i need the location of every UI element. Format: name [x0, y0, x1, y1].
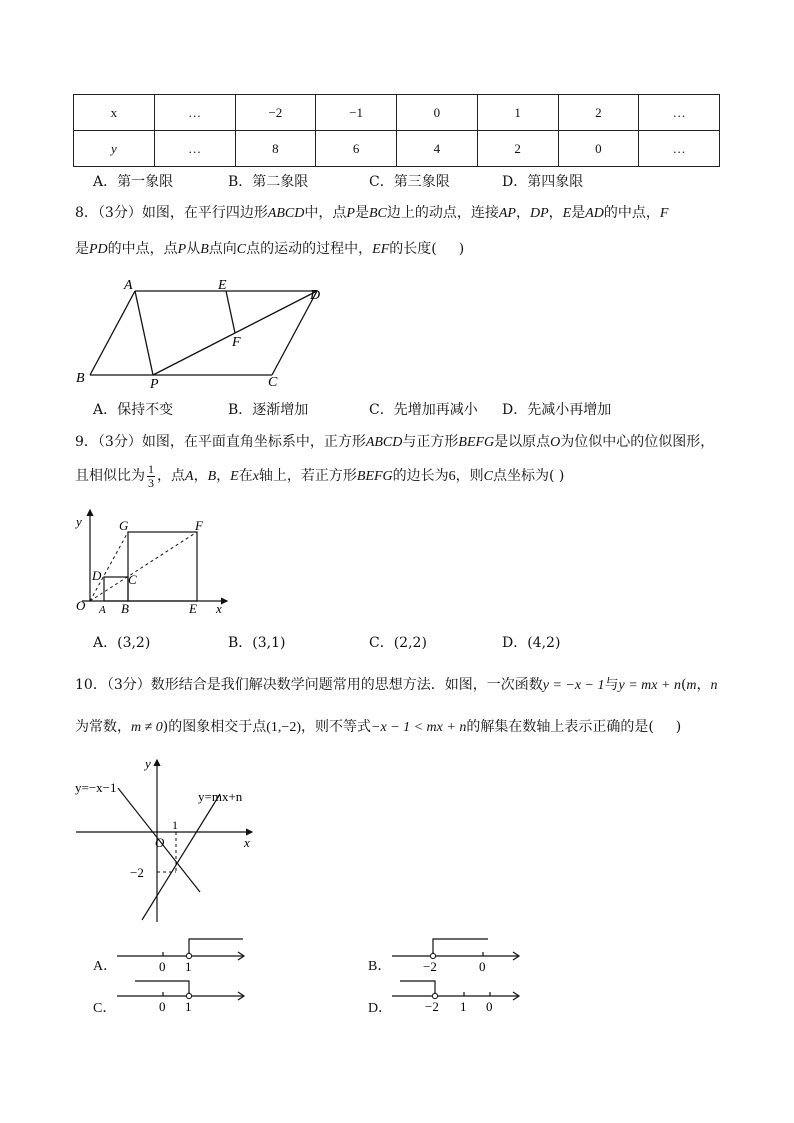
table-cell: 6 [316, 131, 397, 167]
table-cell: … [639, 131, 720, 167]
label-a: A [124, 278, 133, 293]
q10-option-d-numberline[interactable] [390, 976, 530, 1016]
table-cell: x [74, 95, 155, 131]
q8-parallelogram-figure [72, 272, 342, 392]
q10-option-c-numberline[interactable] [115, 976, 255, 1016]
ratio-fraction: $\frac{1}{3}$ [148, 461, 154, 490]
edge-dc [272, 291, 317, 375]
q10-option-a-numberline[interactable] [115, 933, 255, 973]
label-x: x [216, 601, 222, 616]
label-neg2: −2 [130, 865, 144, 880]
line-mx-plus-n [142, 794, 220, 920]
label-o: O [76, 598, 86, 613]
table-cell: 2 [558, 95, 639, 131]
solution-ray [189, 939, 243, 953]
table-row [74, 95, 720, 131]
label-y: y [76, 514, 82, 529]
q8-option-d[interactable]: D．先减小再增加 [502, 402, 612, 418]
q9-line-2: 且相似比为 $\frac{1}{3}$ ，点A，B，E在x轴上，若正方形BEFG的边长为6，则C点坐标为( ) [75, 461, 565, 490]
label-c: C [268, 375, 278, 390]
table-cell: y [74, 131, 155, 167]
q8-line-1: 8．（3分）如图，在平行四边形ABCD中，点P是BC边上的动点，连接AP，DP，E是AD的中点，F [75, 205, 669, 221]
q10-option-b-numberline[interactable] [390, 933, 530, 973]
q9-option-a[interactable]: A．(3,2) [93, 635, 151, 651]
segment-ap [135, 291, 153, 375]
open-point [186, 993, 191, 998]
label-p: P [150, 377, 159, 392]
q8-option-c[interactable]: C．先增加再减小 [369, 402, 478, 418]
q10-option-a-letter[interactable]: A． [93, 959, 118, 974]
table-cell: 2 [477, 131, 558, 167]
tick-label: 1 [460, 999, 467, 1014]
label-b: B [76, 371, 85, 386]
dashed-of [90, 532, 197, 601]
tick-label: 0 [159, 999, 166, 1014]
label-line1: y=−x−1 [75, 780, 117, 795]
solution-ray [135, 981, 189, 993]
label-c: C [128, 572, 137, 587]
q8-line-2: 是PD的中点，点P从B点向C点的运动的过程中，EF的长度( ) [75, 241, 465, 257]
label-f: F [232, 335, 241, 350]
q10-option-d-letter[interactable]: D． [368, 1001, 393, 1016]
tick-label: 0 [159, 959, 166, 973]
q7-option-c[interactable]: C．第三象限 [369, 174, 450, 190]
edge-ab [90, 291, 135, 375]
tick-label: 0 [486, 999, 493, 1014]
q8-option-b[interactable]: B．逐渐增加 [228, 402, 309, 418]
table-cell: 1 [477, 95, 558, 131]
tick-label: −2 [425, 999, 439, 1014]
q10-option-c-letter[interactable]: C． [93, 1001, 117, 1016]
table-cell: −1 [316, 95, 397, 131]
label-line2: y=mx+n [198, 789, 243, 804]
solution-ray [433, 939, 488, 953]
q10-line-2: 为常数，m ≠ 0)的图象相交于点(1,−2)，则不等式−x − 1 < mx + n的解集在数轴上表示正确的是( ) [75, 719, 682, 735]
tick-label: −2 [423, 959, 437, 973]
label-e: E [218, 278, 227, 293]
q10-option-b-letter[interactable]: B． [368, 959, 392, 974]
table-cell: 4 [397, 131, 478, 167]
q9-option-c[interactable]: C．(2,2) [369, 635, 427, 651]
q9-option-b[interactable]: B．(3,1) [228, 635, 286, 651]
q9-option-d[interactable]: D．(4,2) [502, 635, 561, 651]
solution-ray [400, 981, 435, 993]
label-d: D [310, 288, 321, 303]
table-cell: −2 [235, 95, 316, 131]
label-f: F [195, 518, 203, 533]
q7-option-b[interactable]: B．第二象限 [228, 174, 309, 190]
label-d: D [92, 568, 102, 583]
open-point [186, 953, 191, 958]
table-cell: … [154, 131, 235, 167]
tick-label: 1 [185, 999, 192, 1014]
square-abcd [104, 577, 128, 601]
dashed-og [90, 532, 128, 601]
segment-ef [226, 291, 235, 333]
label-a: A [99, 604, 106, 616]
q10-graph-figure [72, 752, 262, 927]
label-g: G [119, 518, 129, 533]
label-e: E [189, 601, 197, 616]
label-one: 1 [172, 818, 178, 832]
square-befg [128, 532, 197, 601]
q9-squares-figure [72, 506, 232, 618]
label-y: y [145, 756, 151, 771]
q7-option-d[interactable]: D．第四象限 [502, 174, 584, 190]
tick-label: 0 [479, 959, 486, 973]
table-cell: 0 [558, 131, 639, 167]
open-point [432, 993, 437, 998]
table-row [74, 131, 720, 167]
table-cell: … [154, 95, 235, 131]
open-point [430, 953, 435, 958]
value-table [73, 94, 720, 167]
table-cell: 0 [397, 95, 478, 131]
q7-option-a[interactable]: A．第一象限 [93, 174, 174, 190]
label-x: x [244, 835, 250, 850]
q9-line-1: 9．（3分）如图，在平面直角坐标系中，正方形ABCD与正方形BEFG是以原点O为位似中心的位似图形， [75, 434, 715, 450]
table-cell: … [639, 95, 720, 131]
q8-option-a[interactable]: A．保持不变 [93, 402, 174, 418]
label-b: B [121, 601, 129, 616]
table-cell: 8 [235, 131, 316, 167]
q10-line-1: 10．（3分）数形结合是我们解决数学问题常用的思想方法．如图，一次函数y = −x − 1与y = mx + n(m，n [75, 677, 718, 693]
label-o: O [155, 835, 165, 850]
tick-label: 1 [185, 959, 192, 973]
